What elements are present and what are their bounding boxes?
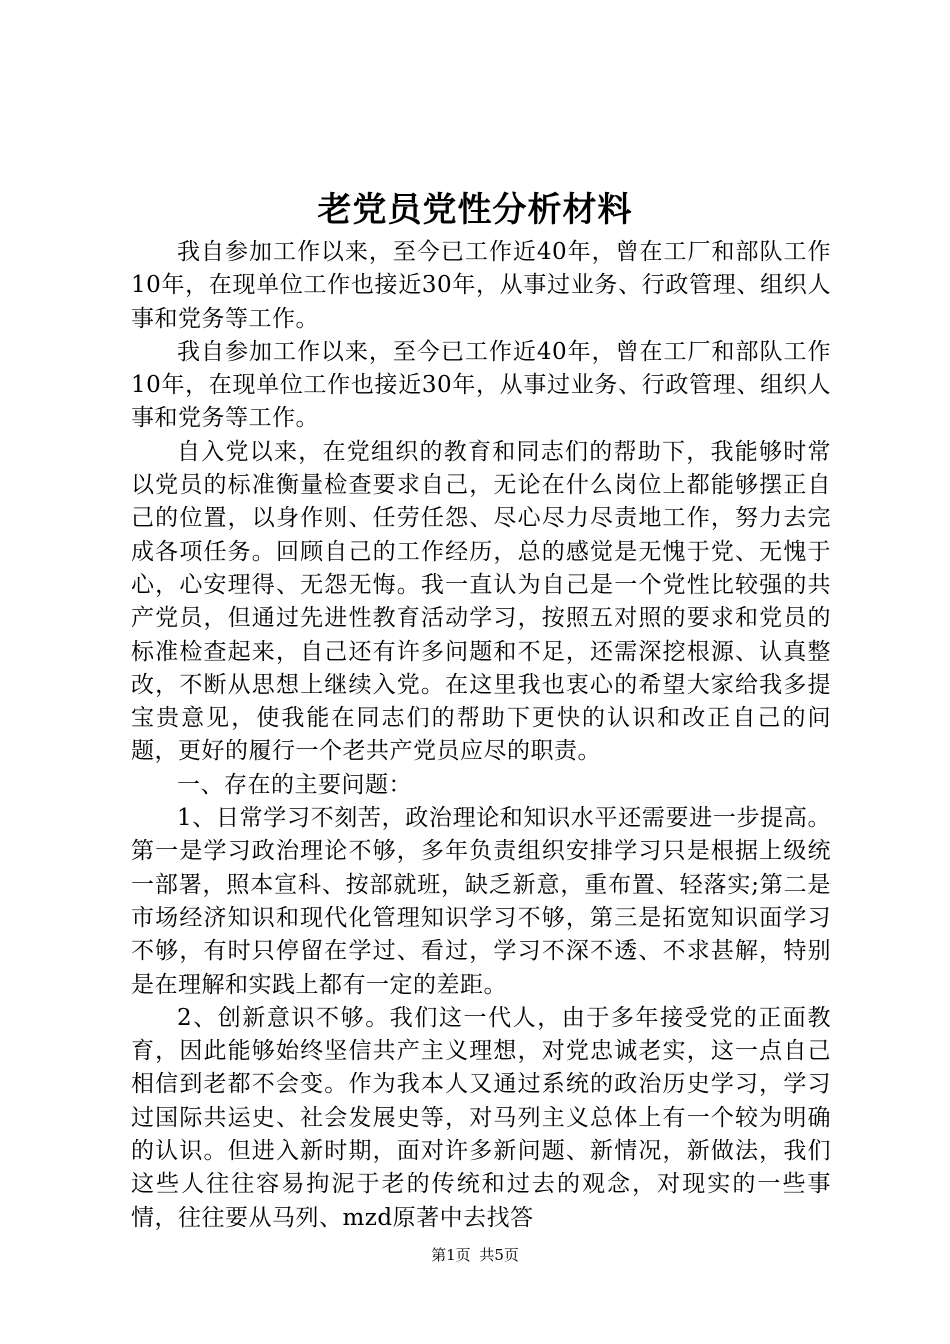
paragraph: 我自参加工作以来，至今已工作近40年，曾在工厂和部队工作10年，在现单位工作也接近30年，从事过业务、行政管理、组织人事和党务等工作。 (131, 338, 831, 432)
document-body (131, 236, 831, 1235)
page-footer (0, 1245, 950, 1265)
paragraph: 1、日常学习不刻苦，政治理论和知识水平还需要进一步提高。第一是学习政治理论不够，多年负责组织安排学习只是根据上级统一部署，照本宣科、按部就班，缺乏新意，重布置、轻落实;第二是市场经济知识和现代化管理知识学习不够，第三是拓宽知识面学习不够，有时只停留在学过、看过，学习不深不透、不求甚解，特别是在理解和实践上都有一定的差距。 (131, 805, 831, 998)
paragraph: 我自参加工作以来，至今已工作近40年，曾在工厂和部队工作10年，在现单位工作也接近30年，从事过业务、行政管理、组织人事和党务等工作。 (131, 239, 831, 332)
paragraph: 自入党以来，在党组织的教育和同志们的帮助下，我能够时常以党员的标准衡量检查要求自己，无论在什么岗位上都能够摆正自己的位置，以身作则、任劳任怨、尽心尽力尽责地工作，努力去完成各项任务。回顾自己的工作经历，总的感觉是无愧于党、无愧于心，心安理得、无怨无悔。我一直认为自己是一个党性比较强的共产党员，但通过先进性教育活动学习，按照五对照的要求和党员的标准检查起来，自己还有许多问题和不足，还需深挖根源、认真整改，不断从思想上继续入党。在这里我也衷心的希望大家给我多提宝贵意见，使我能在同志们的帮助下更快的认识和改正自己的问题，更好的履行一个老共产党员应尽的职责。 (131, 438, 831, 765)
document-title: 老党员党性分析材料 (317, 190, 633, 230)
page-number: 第1页 (431, 1246, 471, 1264)
section-heading: 一、存在的主要问题： (177, 771, 412, 798)
page-total: 共5页 (479, 1246, 519, 1264)
paragraph: 2、创新意识不够。我们这一代人，由于多年接受党的正面教育，因此能够始终坚信共产主义理想，对党忠诚老实，这一点自己相信到老都不会变。作为我本人又通过系统的政治历史学习，学习过国际共运史、社会发展史等，对马列主义总体上有一个较为明确的认识。但进入新时期，面对许多新问题、新情况，新做法，我们这些人往往容易拘泥于老的传统和过去的观念，对现实的一些事情，往往要从马列、mzd原著中去找答 (131, 1004, 831, 1231)
